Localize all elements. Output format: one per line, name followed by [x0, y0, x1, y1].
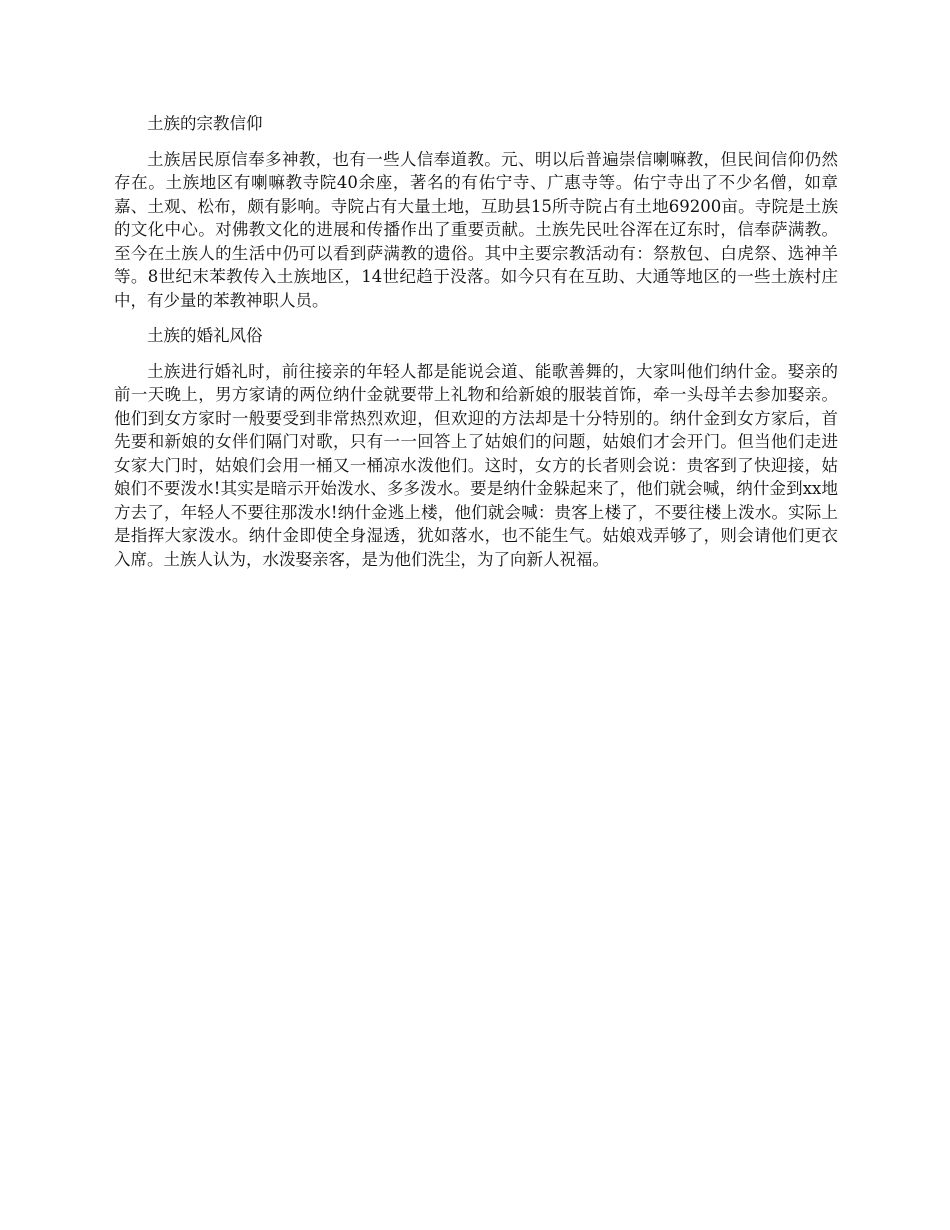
section-paragraph-religion: 土族居民原信奉多神教，也有一些人信奉道教。元、明以后普遍崇信喇嘛教，但民间信仰仍然存在。土族地区有喇嘛教寺院40余座，著名的有佑宁寺、广惠寺等。佑宁寺出了不少名僧，如章嘉、土观、松布，颇有影响。寺院占有大量土地，互助县15所寺院占有土地69200亩。寺院是土族的文化中心。对佛教文化的进展和传播作出了重要贡献。土族先民吐谷浑在辽东时，信奉萨满教。至今在土族人的生活中仍可以看到萨满教的遗俗。其中主要宗教活动有：祭敖包、白虎祭、选神羊等。8世纪末苯教传入土族地区，14世纪趋于没落。如今只有在互助、大通等地区的一些土族村庄中，有少量的苯教神职人员。 [114, 149, 838, 310]
document-body [114, 112, 838, 583]
section-heading-religion: 土族的宗教信仰 [147, 114, 263, 133]
section-paragraph-wedding: 土族进行婚礼时，前往接亲的年轻人都是能说会道、能歌善舞的，大家叫他们纳什金。娶亲的前一天晚上，男方家请的两位纳什金就要带上礼物和给新娘的服装首饰，牵一头母羊去参加娶亲。他们到女方家时一般要受到非常热烈欢迎，但欢迎的方法却是十分特别的。纳什金到女方家后，首先要和新娘的女伴们隔门对歌，只有一一回答上了姑娘们的问题，姑娘们才会开门。但当他们走进女家大门时，姑娘们会用一桶又一桶凉水泼他们。这时，女方的长者则会说：贵客到了快迎接，姑娘们不要泼水!其实是暗示开始泼水、多多泼水。要是纳什金躲起来了，他们就会喊，纳什金到xx地方去了，年轻人不要往那泼水!纳什金逃上楼，他们就会喊：贵客上楼了，不要往楼上泼水。实际上是指挥大家泼水。纳什金即使全身湿透，犹如落水，也不能生气。姑娘戏弄够了，则会请他们更衣入席。土族人认为，水泼娶亲客，是为他们洗尘，为了向新人祝福。 [114, 361, 838, 569]
section-heading-wedding: 土族的婚礼风俗 [147, 326, 263, 345]
